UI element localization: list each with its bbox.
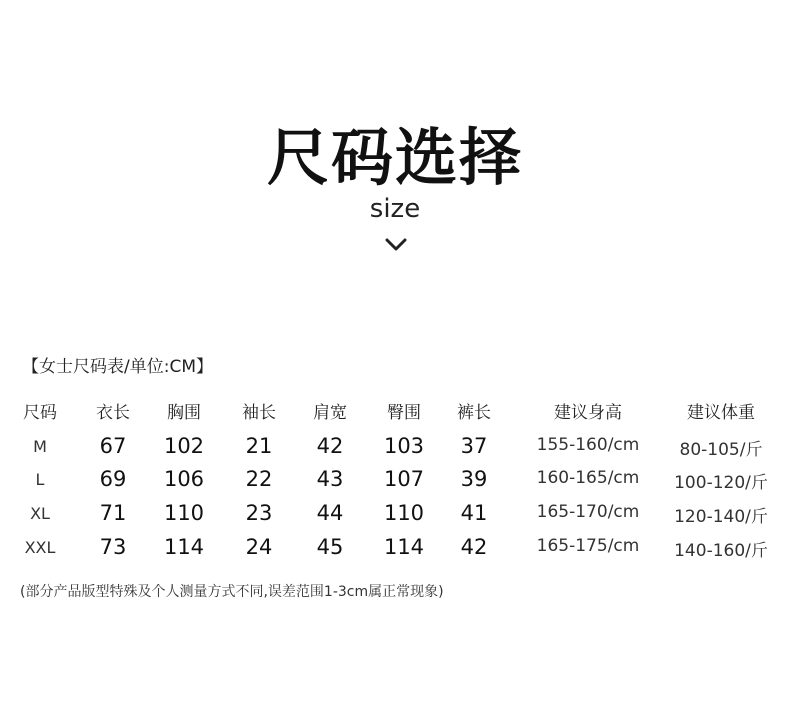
table-cell-shoulder-width: 44 [316, 501, 344, 525]
column-header-shoulder-width: 肩宽 [313, 403, 347, 423]
table-cell-recommended-weight: 140-160/斤 [674, 541, 768, 561]
table-cell-sleeve-length: 24 [245, 535, 273, 559]
table-cell-body-length: 73 [99, 535, 127, 559]
column-header-size: 尺码 [23, 403, 57, 423]
table-cell-size: M [33, 437, 47, 456]
column-header-recommended-weight: 建议体重 [687, 403, 755, 423]
table-cell-shoulder-width: 45 [316, 535, 344, 559]
column-header-recommended-height: 建议身高 [554, 403, 622, 423]
table-cell-chest: 102 [163, 434, 205, 458]
table-cell-chest: 114 [163, 535, 205, 559]
table-cell-recommended-weight: 80-105/斤 [679, 440, 763, 460]
table-cell-sleeve-length: 21 [245, 434, 273, 458]
column-header-pants-length: 裤长 [457, 403, 491, 423]
column-header-sleeve-length: 袖长 [242, 403, 276, 423]
column-header-body-length: 衣长 [96, 403, 130, 423]
table-cell-hip: 114 [383, 535, 425, 559]
table-cell-body-length: 69 [99, 467, 127, 491]
page-title: 尺码选择 [266, 121, 523, 194]
table-cell-size: XL [30, 504, 50, 523]
table-cell-pants-length: 42 [460, 535, 488, 559]
table-cell-body-length: 71 [99, 501, 127, 525]
table-cell-shoulder-width: 42 [316, 434, 344, 458]
table-cell-sleeve-length: 23 [245, 501, 273, 525]
column-header-chest: 胸围 [167, 403, 201, 423]
column-header-hip: 臀围 [387, 403, 421, 423]
table-cell-recommended-height: 160-165/cm [536, 468, 640, 488]
table-cell-size: XXL [24, 538, 56, 557]
table-cell-hip: 110 [383, 501, 425, 525]
table-cell-recommended-weight: 100-120/斤 [674, 473, 768, 493]
table-cell-recommended-weight: 120-140/斤 [674, 507, 768, 527]
table-cell-recommended-height: 165-175/cm [536, 536, 640, 556]
table-cell-hip: 103 [383, 434, 425, 458]
table-cell-shoulder-width: 43 [316, 467, 344, 491]
size-table-heading: 【女士尺码表/单位:CM】 [22, 357, 213, 377]
table-cell-size: L [35, 470, 45, 489]
footnote: (部分产品版型特殊及个人测量方式不同,误差范围1-3cm属正常现象) [20, 584, 444, 600]
table-cell-recommended-height: 165-170/cm [536, 502, 640, 522]
table-cell-pants-length: 41 [460, 501, 488, 525]
table-cell-pants-length: 39 [460, 467, 488, 491]
table-cell-pants-length: 37 [460, 434, 488, 458]
chevron-down-icon [385, 238, 407, 252]
table-cell-hip: 107 [383, 467, 425, 491]
table-cell-recommended-height: 155-160/cm [536, 435, 640, 455]
table-cell-chest: 110 [163, 501, 205, 525]
page-subtitle: size [369, 194, 421, 224]
table-cell-sleeve-length: 22 [245, 467, 273, 491]
table-cell-body-length: 67 [99, 434, 127, 458]
table-cell-chest: 106 [163, 467, 205, 491]
